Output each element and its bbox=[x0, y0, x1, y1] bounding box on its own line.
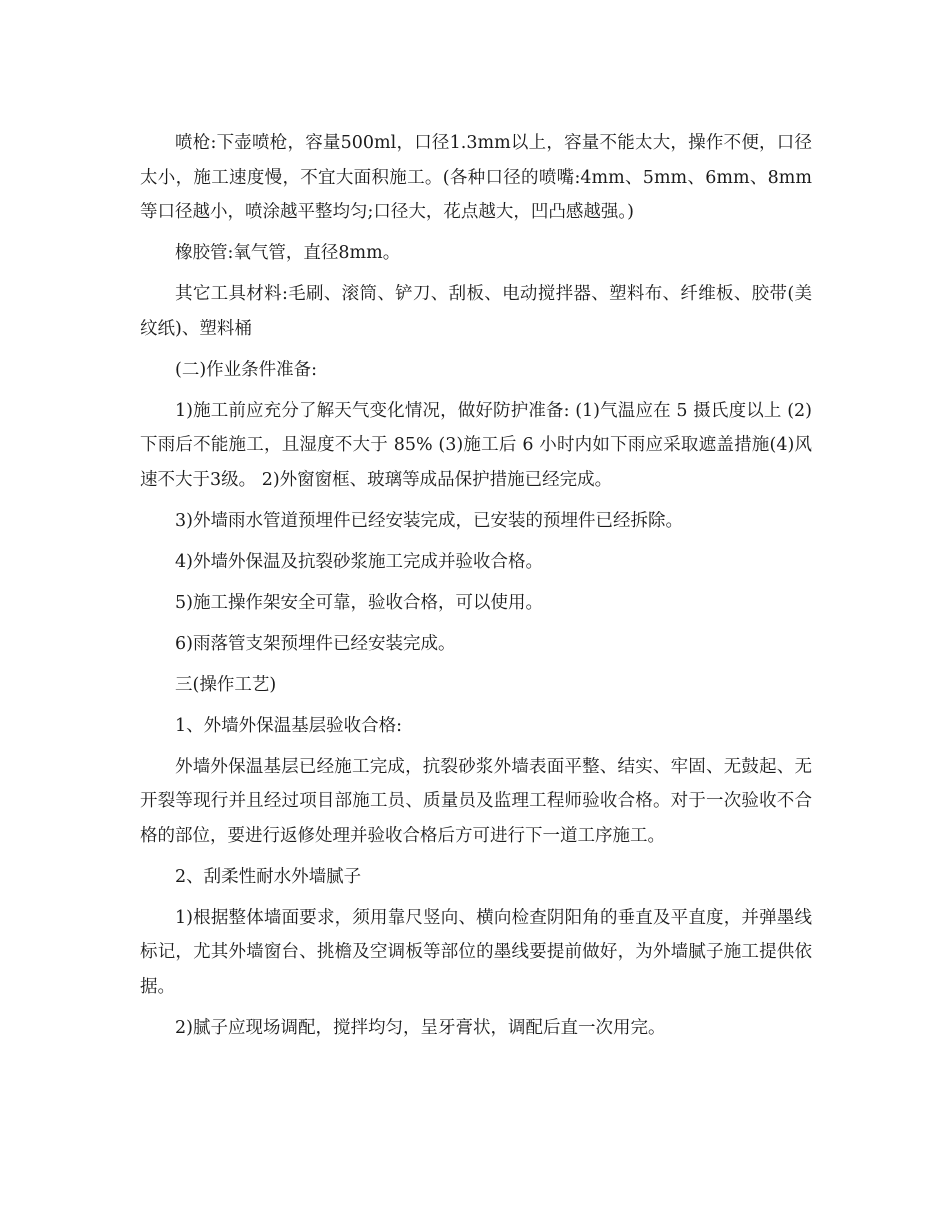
paragraph-base-acceptance-detail: 外墙外保温基层已经施工完成，抗裂砂浆外墙表面平整、结实、牢固、无鼓起、无开裂等现行并且经过项目部施工员、质量员及监理工程师验收合格。对于一次验收不合格的部位，要进行返修处理并验收合格后方可进行下一道工序施工。 bbox=[140, 756, 812, 846]
paragraph-putty-mixing: 2)腻子应现场调配，搅拌均匀，呈牙膏状，调配后直一次用完。 bbox=[175, 1017, 666, 1038]
document-body bbox=[140, 126, 812, 1052]
paragraph-drainpipe-embedded-parts: 3)外墙雨水管道预埋件已经安装完成，已安装的预埋件已经拆除。 bbox=[175, 510, 683, 531]
paragraph-other-tools: 其它工具材料:毛刷、滚筒、铲刀、刮板、电动搅拌器、塑料布、纤维板、胶带(美纹纸)、塑料桶 bbox=[140, 284, 812, 339]
paragraph-insulation-accepted: 4)外墙外保温及抗裂砂浆施工完成并验收合格。 bbox=[175, 551, 543, 572]
paragraph-putty-inspection: 1)根据整体墙面要求，须用靠尺竖向、横向检查阴阳角的垂直及平直度，并弹墨线标记，尤其外墙窗台、挑檐及空调板等部位的墨线要提前做好，为外墙腻子施工提供依据。 bbox=[140, 907, 812, 997]
paragraph-downpipe-brackets: 6)雨落管支架预埋件已经安装完成。 bbox=[175, 633, 456, 654]
paragraph-scaffold-safety: 5)施工操作架安全可靠，验收合格，可以使用。 bbox=[175, 592, 543, 613]
subheading-putty-application: 2、刮柔性耐水外墙腻子 bbox=[175, 866, 362, 887]
section-heading-work-conditions: (二)作业条件准备: bbox=[175, 359, 318, 380]
paragraph-rubber-hose: 橡胶管:氧气管，直径8mm。 bbox=[175, 243, 401, 263]
section-heading-operation-process: 三(操作工艺) bbox=[175, 674, 277, 695]
subheading-base-acceptance: 1、外墙外保温基层验收合格: bbox=[175, 715, 403, 736]
paragraph-spray-gun: 喷枪:下壶喷枪，容量500ml，口径1.3mm以上，容量不能太大，操作不便，口径太小，施工速度慢，不宜大面积施工。(各种口径的喷嘴:4mm、5mm、6mm、8mm等口径越小，喷涂越平整均匀;口径大，花点越大，凹凸感越强。) bbox=[140, 133, 812, 222]
paragraph-weather-conditions: 1)施工前应充分了解天气变化情况，做好防护准备: (1)气温应在 5 摄氏度以上 (2)下雨后不能施工，且湿度不大于 85% (3)施工后 6 小时内如下雨应采取遮盖措施(4)风速不大于3级。 2)外窗窗框、玻璃等成品保护措施已经完成。 bbox=[140, 400, 812, 490]
